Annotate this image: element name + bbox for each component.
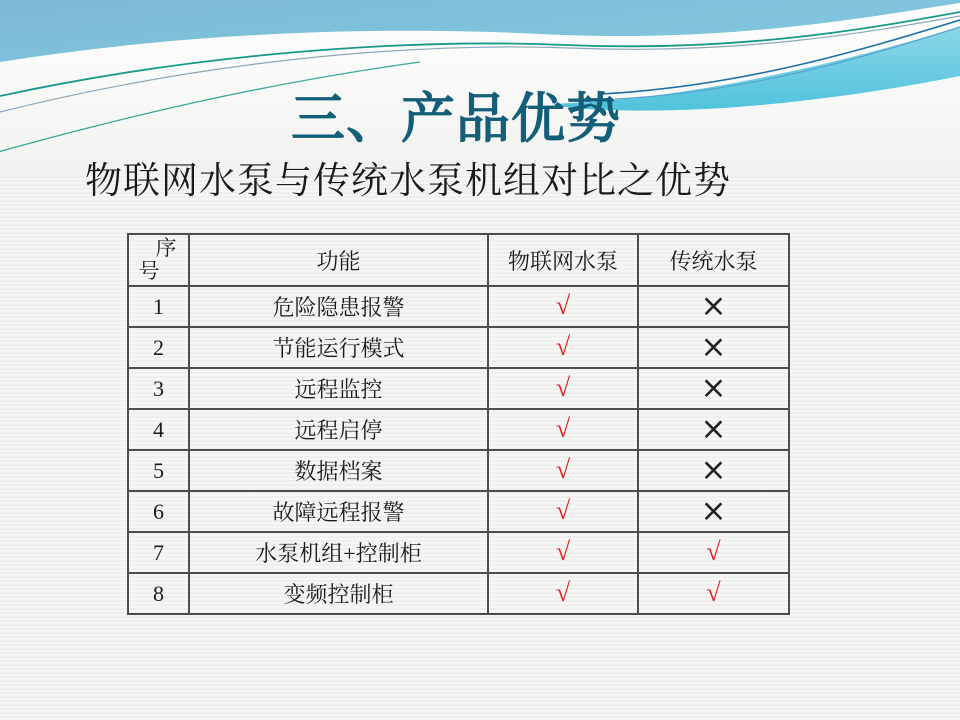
- table-row: [128, 573, 789, 614]
- row-function: 变频控制柜: [189, 573, 488, 614]
- cross-mark: ×: [700, 452, 727, 488]
- row-function: 危险隐患报警: [189, 286, 488, 327]
- check-mark: √: [555, 537, 571, 566]
- row-number: 2: [128, 327, 189, 368]
- row-function: 数据档案: [189, 450, 488, 491]
- cross-mark: ×: [700, 370, 727, 406]
- header-seq-label: 序号: [138, 236, 177, 283]
- page-title: 三、产品优势: [291, 87, 621, 150]
- header-function: 功能: [189, 234, 488, 286]
- cross-mark: ×: [700, 411, 727, 447]
- slide-subtitle: 物联网水泵与传统水泵机组对比之优势: [85, 161, 731, 202]
- table-row: [128, 286, 789, 327]
- table-row: [128, 368, 789, 409]
- row-number: 8: [128, 573, 189, 614]
- header-seq: [128, 234, 189, 286]
- row-function: 节能运行模式: [189, 327, 488, 368]
- check-mark: √: [706, 537, 721, 566]
- table-row: [128, 450, 789, 491]
- row-number: 1: [128, 286, 189, 327]
- check-mark: √: [555, 578, 571, 607]
- table-row: [128, 409, 789, 450]
- check-mark: √: [706, 578, 721, 607]
- row-number: 4: [128, 409, 189, 450]
- table-row: [128, 327, 789, 368]
- row-function: 远程监控: [189, 368, 488, 409]
- check-mark: √: [555, 373, 571, 402]
- comparison-table: [127, 233, 790, 615]
- row-function: 故障远程报警: [189, 491, 488, 532]
- row-number: 5: [128, 450, 189, 491]
- header-iot-pump: 物联网水泵: [488, 234, 638, 286]
- check-mark: √: [555, 496, 571, 525]
- check-mark: √: [555, 332, 571, 361]
- check-mark: √: [555, 414, 571, 443]
- row-function: 水泵机组+控制柜: [189, 532, 488, 573]
- row-number: 3: [128, 368, 189, 409]
- cross-mark: ×: [700, 329, 727, 365]
- cross-mark: ×: [700, 493, 727, 529]
- row-function: 远程启停: [189, 409, 488, 450]
- check-mark: √: [555, 455, 571, 484]
- table-row: [128, 532, 789, 573]
- header-traditional-pump: 传统水泵: [638, 234, 789, 286]
- table-row: [128, 491, 789, 532]
- check-mark: √: [555, 291, 571, 320]
- row-number: 7: [128, 532, 189, 573]
- row-number: 6: [128, 491, 189, 532]
- cross-mark: ×: [700, 288, 727, 324]
- table-header-row: [128, 234, 789, 286]
